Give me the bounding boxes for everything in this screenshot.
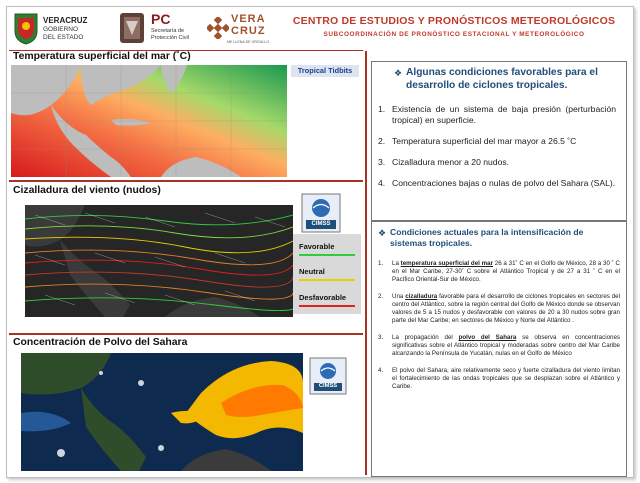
box1-heading-line2: desarrollo de ciclones tropicales. [406, 80, 568, 91]
list-item [378, 136, 616, 147]
dust-section-title: Concentración de Polvo del Sahara [13, 337, 188, 348]
item-text: La [392, 260, 401, 267]
list-item [378, 260, 620, 284]
item-number: 4. [378, 178, 386, 188]
sst-map-image [11, 65, 287, 177]
logo-pc-line2: Protección Civil [151, 35, 189, 41]
item-number: 2. [378, 293, 384, 300]
item-number: 3. [378, 157, 386, 167]
cimss-label-shear: CIMSS [311, 221, 331, 227]
page-subtitle: SUBCOORDINACIÓN DE PRONÓSTICO ESTACIONAL Y METEOROLÓGICO [323, 31, 585, 38]
tropical-tidbits-badge: Tropical Tidbits [291, 65, 359, 77]
diamond-bullet-icon: ❖ [394, 68, 403, 78]
item-number: 4. [378, 367, 384, 374]
cimss-logo-icon [309, 357, 347, 395]
veracruz-brand-logo [207, 11, 277, 51]
page-title: CENTRO DE ESTUDIOS Y PRONÓSTICOS METEOROLÓGICOS [292, 15, 616, 27]
item-text: Concentraciones bajas o nulas de polvo del Sahara (SAL). [392, 178, 616, 188]
box2-heading-line2: sistemas tropicales. [390, 238, 473, 248]
logo-left-line1: VERACRUZ [43, 16, 88, 25]
header [7, 7, 633, 51]
legend-desfavorable-line [299, 305, 355, 307]
item-number: 1. [378, 104, 386, 114]
legend-favorable: Favorable [299, 242, 335, 251]
box2-heading-line1: Condiciones actuales para la intensificación de [390, 227, 584, 237]
item-text: 26 a 31˚ C en el Golfo de México, 28 a 30 ˚ C en el Mar Caribe, 27-30˚ C sobre el Atlántico Tropical y de 27 a 31 ˚ C en el Pacífico Oriental-Sur de México. [392, 260, 620, 283]
item-text: se observa en concentraciones significativas sobre el Atlántico tropical y moderadas sobre centro del Mar Caribe alcanzando la Península de Yucatán, nulas en el Golfo de México [392, 334, 620, 357]
item-number: 3. [378, 334, 384, 341]
legend-neutral: Neutral [299, 267, 325, 276]
list-item [378, 293, 620, 325]
sst-section-title: Temperatura superficial del mar (˚C) [13, 51, 191, 62]
cimss-label-dust: CIMSS [318, 383, 338, 389]
logo-left-line2: GOBIERNO [43, 26, 79, 33]
current-conditions-box [371, 221, 627, 477]
shear-legend [293, 234, 361, 314]
item-text: El polvo del Sahara, aire relativamente seco y fuerte cizalladura del viento limitan el fortalecimiento de las ondas tropicales que se desplazan sobre el Atlántico y Caribe. [392, 367, 620, 390]
box1-list [378, 104, 616, 189]
list-item [378, 104, 616, 126]
star-pattern-icon [207, 17, 229, 39]
cimss-logo-shear [301, 193, 341, 233]
box1-heading-line1: Algunas condiciones favorables para el [406, 67, 598, 78]
dust-map-image [21, 353, 303, 471]
shield-icon [13, 11, 39, 45]
logo-left-line3: DEL ESTADO [43, 34, 84, 41]
bulletin-page [6, 6, 634, 478]
cimss-logo-icon [301, 193, 341, 233]
legend-favorable-line [299, 254, 355, 256]
logo-vc-line1: VERA [231, 13, 266, 25]
legend-desfavorable: Desfavorable [299, 293, 347, 302]
logo-vc-line2: CRUZ [231, 25, 266, 37]
proteccion-civil-logo [117, 11, 207, 47]
item-bold: polvo del Sahara [458, 334, 517, 341]
cimss-logo-dust [309, 357, 347, 395]
favorable-conditions-box [371, 61, 627, 221]
item-text: Existencia de un sistema de baja presión (perturbación tropical) en superficie. [392, 104, 616, 125]
item-text: favorable para el desarrollo de ciclones tropicales en sectores del centro del Atlántico, sobre la región central del Golfo de México donde se observan valores de 5 a 15 nudos y desfavorable con valores de 20 a 30 nudos sobre gran parte del Mar Caribe; en sectores de México y Norte del Atlántico . [392, 293, 620, 324]
diamond-bullet-icon: ❖ [378, 228, 387, 238]
logo-pc-line1: Secretaría de [151, 28, 185, 34]
item-number: 2. [378, 136, 386, 146]
list-item [378, 178, 616, 189]
item-bold: cizalladura [405, 293, 438, 300]
list-item [378, 157, 616, 168]
shear-map-image [25, 205, 293, 317]
list-item [378, 334, 620, 358]
logo-pc-big: PC [151, 11, 171, 27]
item-text: Cizalladura menor a 20 nudos. [392, 157, 510, 167]
veracruz-government-logo [13, 11, 95, 47]
shear-section-title: Cizalladura del viento (nudos) [13, 185, 161, 196]
vertical-divider [365, 51, 367, 475]
box2-list [378, 260, 620, 391]
divider-left-1 [9, 180, 363, 182]
legend-neutral-line [299, 279, 355, 281]
item-number: 1. [378, 260, 384, 267]
item-bold: temperatura superficial del mar [400, 260, 493, 267]
item-text: Una [392, 293, 406, 300]
divider-left-2 [9, 333, 363, 335]
logo-vc-tag: ME LLENA DE ORGULLO [227, 40, 270, 44]
item-text: Temperatura superficial del mar mayor a 26.5 ˚C [392, 136, 577, 146]
list-item [378, 367, 620, 391]
item-text: La propagación del [392, 334, 459, 341]
coat-of-arms-icon [117, 11, 147, 45]
